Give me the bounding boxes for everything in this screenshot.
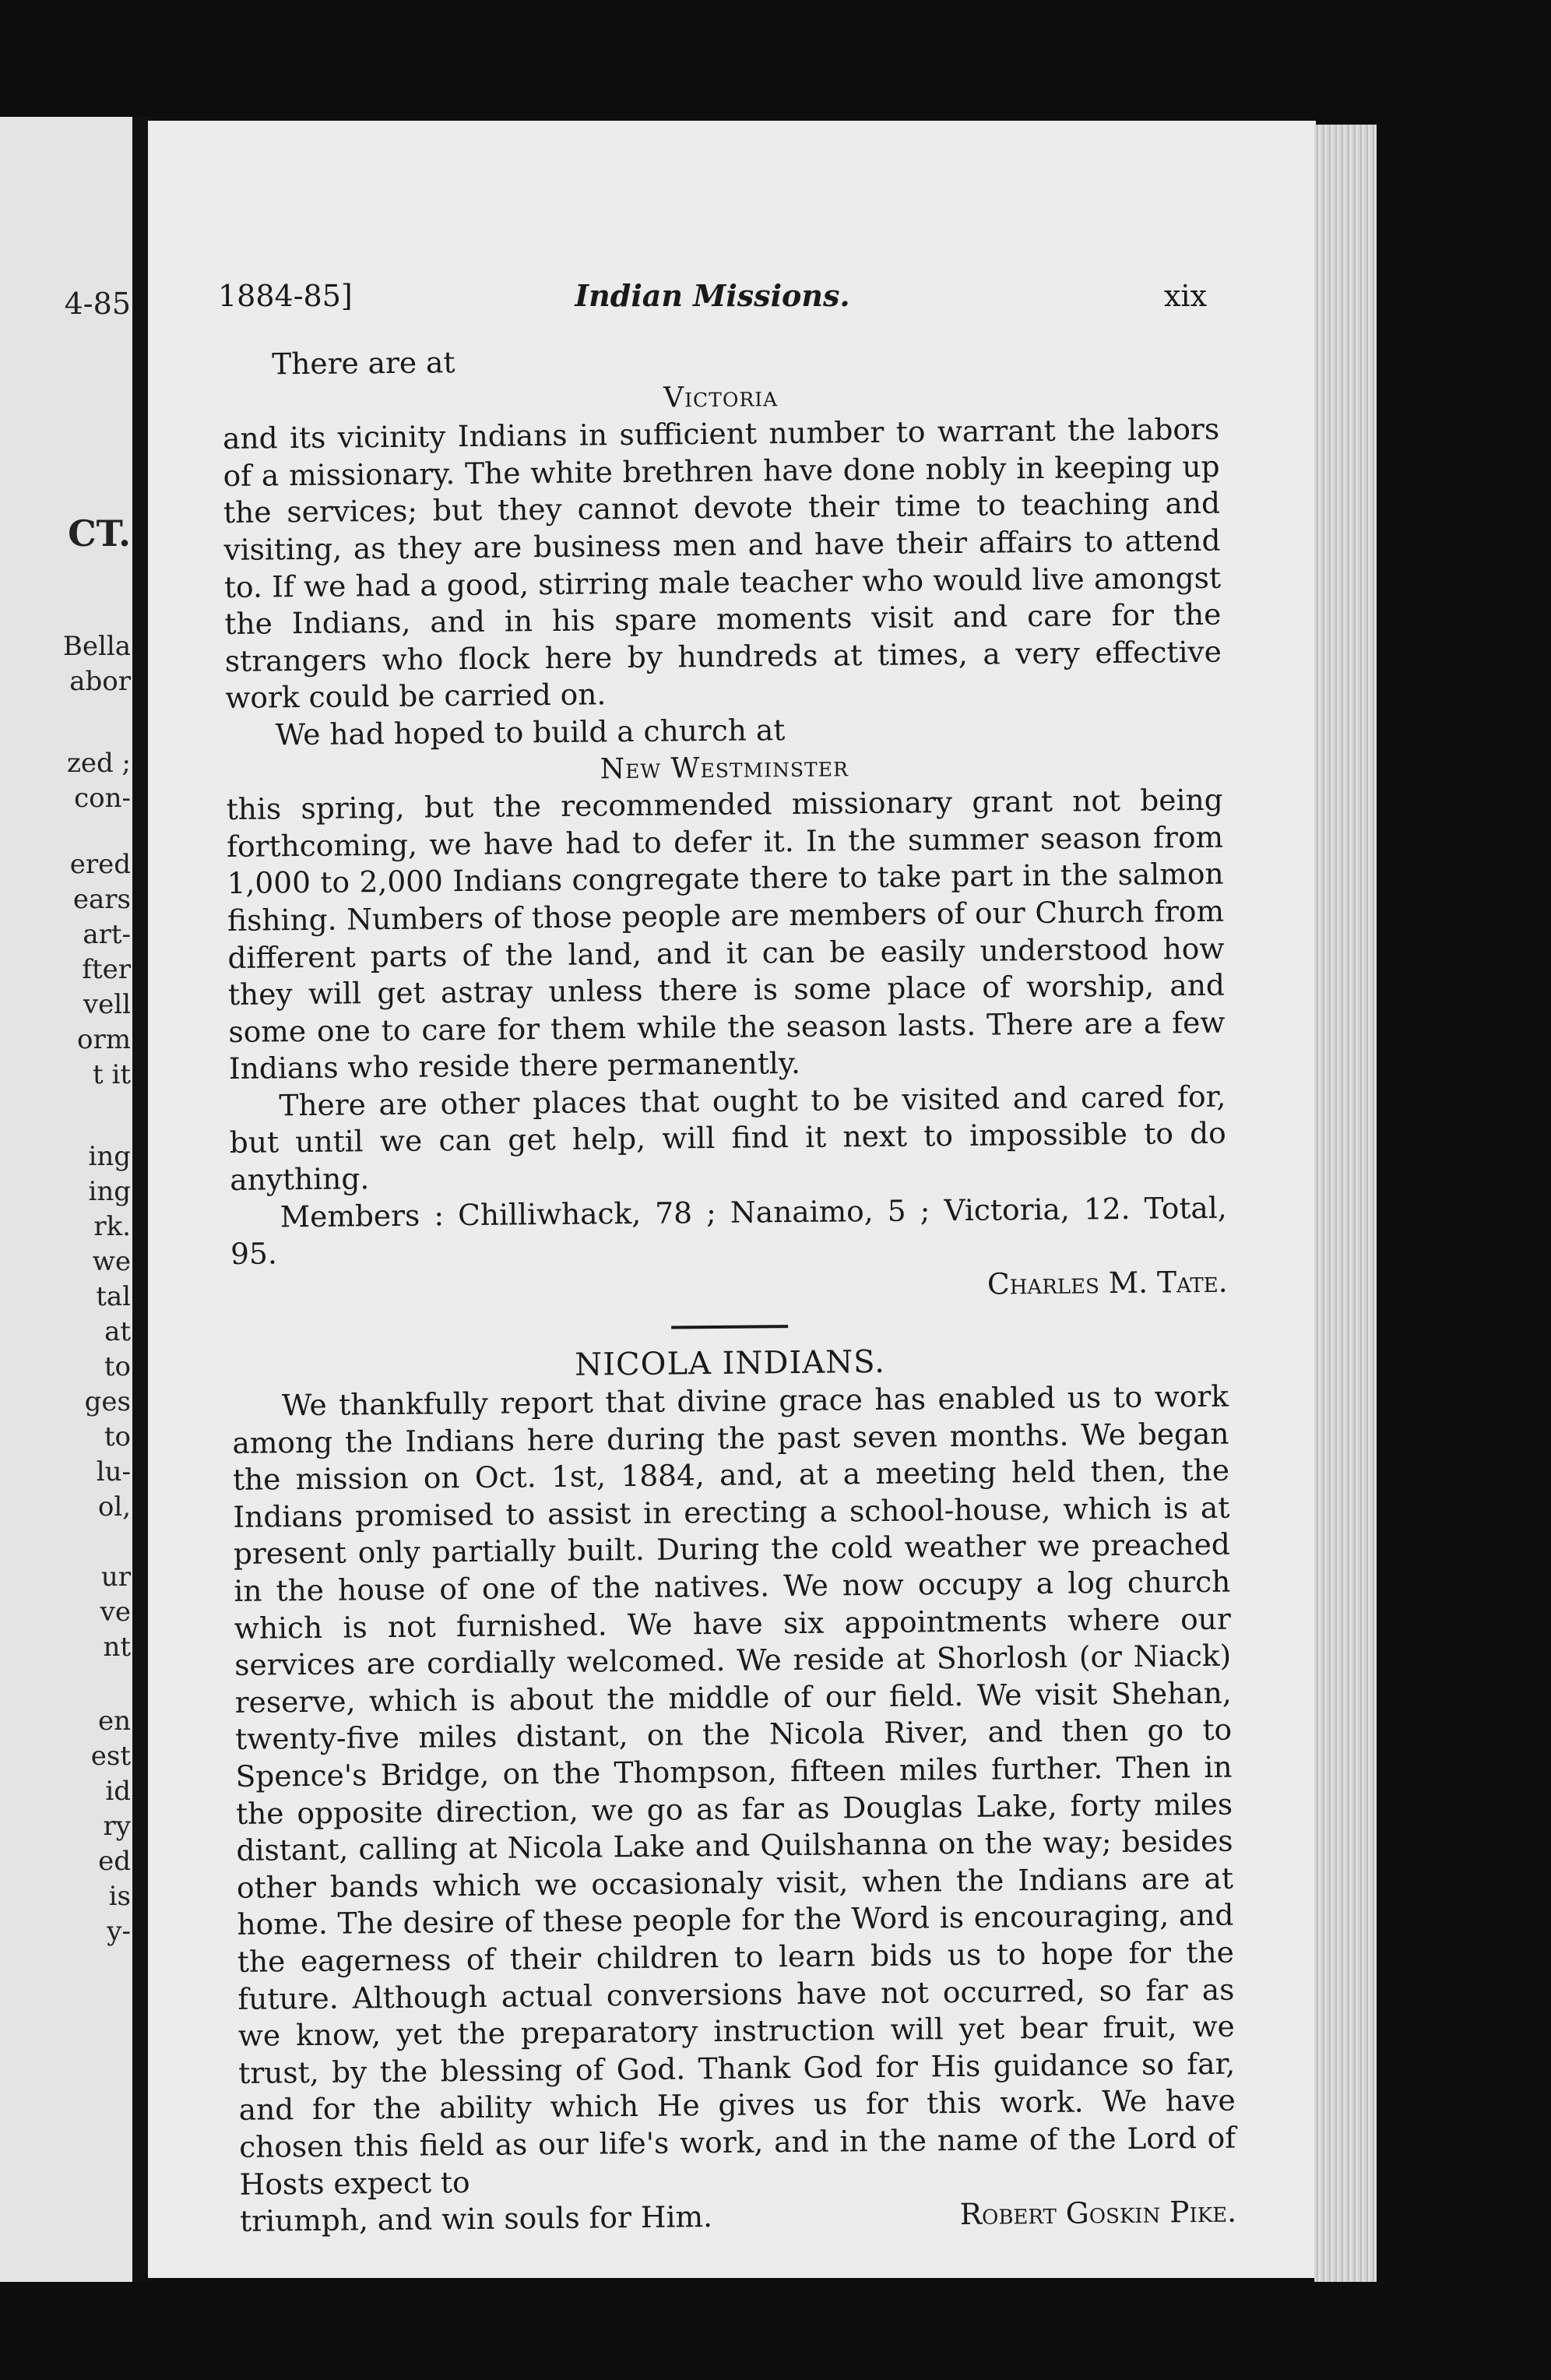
previous-page-line-fragment: ears bbox=[72, 884, 131, 915]
page-number: xix bbox=[1163, 279, 1207, 313]
previous-page-line-fragment: ed bbox=[98, 1846, 131, 1877]
previous-page-line-fragment: zed ; bbox=[66, 748, 131, 779]
previous-page-line-fragment: t it bbox=[92, 1059, 131, 1090]
previous-page-line-fragment: orm bbox=[77, 1024, 131, 1055]
closing-text: triumph, and win souls for Him. bbox=[239, 2199, 713, 2238]
previous-page-line-fragment: tal bbox=[96, 1281, 131, 1312]
header-year-range: 1884-85] bbox=[218, 279, 353, 313]
header-title: Indian Missions. bbox=[575, 278, 850, 313]
previous-page-line-fragment: ing bbox=[88, 1141, 131, 1172]
previous-page-line-fragment: is bbox=[108, 1881, 131, 1912]
section-divider bbox=[671, 1326, 788, 1329]
previous-page-title-fragment: CT. bbox=[68, 512, 131, 555]
section-title-nicola: NICOLA INDIANS. bbox=[575, 1344, 886, 1384]
previous-page-line-fragment: ges bbox=[84, 1386, 131, 1417]
previous-page-line-fragment: est bbox=[90, 1741, 131, 1772]
previous-page-line-fragment: art- bbox=[83, 919, 131, 950]
previous-page-line-fragment: ur bbox=[100, 1561, 131, 1593]
page-body bbox=[222, 337, 1236, 2241]
previous-page-line-fragment: ve bbox=[100, 1597, 131, 1628]
running-header bbox=[218, 273, 1207, 319]
members-line: Members : Chilliwhack, 78 ; Nanaimo, 5 ; Victoria, 12. Total, 95. bbox=[230, 1190, 1227, 1272]
previous-page-line-fragment: nt bbox=[103, 1632, 131, 1663]
previous-page-line-fragment: en bbox=[97, 1706, 131, 1737]
previous-page-fragment bbox=[0, 117, 140, 2282]
place-heading-new-westminster: New Westminster bbox=[600, 750, 849, 785]
previous-page-line-fragment: at bbox=[104, 1316, 131, 1347]
previous-page-line-fragment: ol, bbox=[97, 1491, 131, 1523]
previous-page-line-fragment: Bella bbox=[62, 631, 131, 662]
other-places-paragraph: There are other places that ought to be visited and cared for, but until we can get help, will find it next to impossible to do anything. bbox=[229, 1079, 1226, 1198]
previous-page-line-fragment: to bbox=[104, 1351, 131, 1382]
previous-page-line-fragment: y- bbox=[107, 1916, 131, 1947]
page-stack-edge bbox=[1314, 125, 1377, 2282]
nicola-paragraph: We thankfully report that divine grace has enabled us to work among the Indians here during the past seven months. We began the mission on Oct. 1st, 1884, and, at a meeting held then, the Indians promised to assist in erecting a school-house, which is at present only partially built. During the cold weather we preached in the house of one of the natives. We now occupy a log church which is not furnished. We have six appointments where our services are cordially welcomed. We reside at Shorlosh (or Niack) reserve, which is about the middle of our field. We visit Shehan, twenty-five miles distant, on the Nicola River, and then go to Spence's Bridge, on the Thompson, fifteen miles further. Then in the opposite direction, we go as far as Douglas Lake, forty miles distant, calling at Nicola Lake and Quilshanna on the way; besides other bands which we occasionaly visit, when the Indians are at home. The desire of these people for the Word is encouraging, and the eagerness of their children to learn bids us to hope for the future. Although actual conversions have not occurred, so far as we know, yet the preparatory instruction will yet bear fruit, we trust, by the blessing of God. Thank God for His guidance so far, and for the ability which He gives us for this work. We have chosen this field as our life's work, and in the name of the Lord of Hosts expect to bbox=[232, 1378, 1236, 2202]
previous-page-line-fragment: ered bbox=[69, 849, 131, 880]
previous-page-line-fragment: to bbox=[104, 1421, 131, 1452]
place-heading-victoria: Victoria bbox=[663, 380, 779, 414]
westminster-intro: We had hoped to build a church at bbox=[275, 713, 786, 752]
previous-page-line-fragment: con- bbox=[74, 783, 131, 814]
previous-page-line-fragment: lu- bbox=[96, 1456, 131, 1488]
victoria-paragraph: and its vicinity Indians in sufficient number to warrant the labors of a missionary. The white brethren have done nobly in keeping up the services; but they cannot devote their time to teaching and visiting, as they are business men and have their affairs to attend to. If we had a good, stirring male teacher who would live amongst the Indians, and in his spare moments visit and care for the strangers who flock here by hundreds at times, a very effective work could be carried on. bbox=[222, 411, 1222, 716]
previous-page-line-fragment: ing bbox=[88, 1176, 131, 1207]
previous-page-line-fragment: abor bbox=[69, 666, 131, 697]
victoria-intro: There are at bbox=[272, 345, 455, 382]
signature-robert-pike: Robert Goskin Pike. bbox=[959, 2194, 1237, 2232]
signature-charles-tate: Charles M. Tate. bbox=[987, 1264, 1228, 1301]
previous-page-line-fragment: fter bbox=[82, 954, 131, 985]
previous-page-line-fragment: vell bbox=[83, 989, 131, 1020]
previous-page-header: 4-85 bbox=[64, 287, 131, 321]
westminster-paragraph: this spring, but the recommended missionary grant not being forthcoming, we have had to defer it. In the summer season from 1,000 to 2,000 Indians congregate there to take part in the salmon fishing. Numbers of those people are members of our Church from different parts of the land, and it can be easily understood how they will get astray unless there is some place of worship, and some one to care for them while the season lasts. There are a few Indians who reside there permanently. bbox=[226, 782, 1226, 1086]
previous-page-line-fragment: ry bbox=[103, 1811, 131, 1842]
previous-page-line-fragment: rk. bbox=[93, 1211, 131, 1242]
previous-page-line-fragment: we bbox=[92, 1246, 131, 1277]
previous-page-line-fragment: id bbox=[105, 1776, 131, 1807]
